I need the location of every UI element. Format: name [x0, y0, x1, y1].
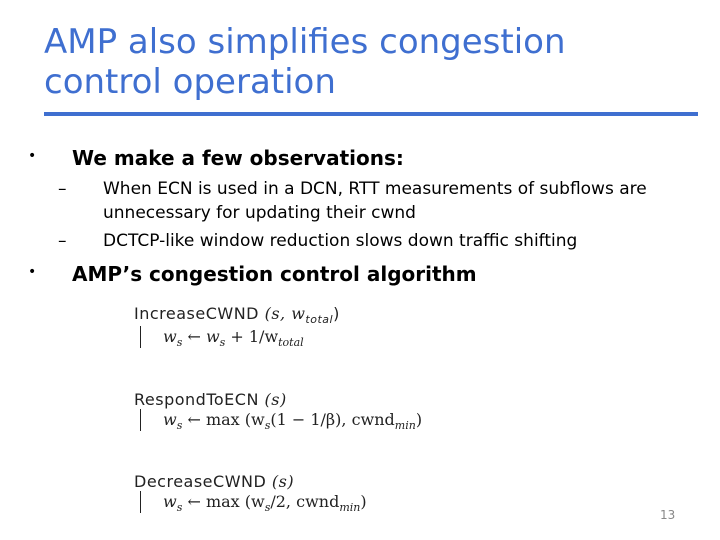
subscript: s	[176, 419, 183, 433]
algo-body	[140, 409, 422, 431]
subscript: min	[394, 419, 416, 433]
algo-header	[134, 390, 422, 409]
expr: /2, cwnd	[270, 492, 340, 511]
page-number: 13	[660, 508, 676, 522]
subscript: s	[264, 419, 271, 433]
subscript: total	[305, 313, 334, 327]
function-args: (s)	[264, 390, 287, 409]
bullet-text: AMP’s congestion control algorithm	[72, 262, 477, 286]
bullet-dot-icon: •	[28, 148, 37, 164]
expr: + 1/w	[225, 327, 279, 347]
subscript: min	[339, 501, 361, 515]
algo-decrease-cwnd	[134, 472, 367, 513]
function-name: IncreaseCWND	[134, 304, 259, 323]
var: w	[163, 410, 177, 429]
title-line-1: AMP also simplifies congestion	[44, 22, 566, 62]
sub-bullet-dash-icon: –	[58, 231, 67, 251]
subscript: total	[278, 336, 304, 350]
function-args-close: )	[333, 304, 340, 323]
subscript: s	[219, 336, 226, 350]
var: w	[205, 327, 220, 347]
sub-bullet-dash-icon: –	[58, 179, 67, 199]
sub-bullet-text: When ECN is used in a DCN, RTT measurements of subflows are unnecessary for updating their cwnd	[103, 179, 647, 223]
expr: (w	[244, 492, 265, 511]
expr: (1 − 1/β), cwnd	[270, 410, 395, 429]
subscript: s	[264, 501, 271, 515]
subscript: s	[176, 501, 183, 515]
function-name: DecreaseCWND	[134, 472, 267, 491]
subscript: s	[176, 336, 183, 350]
function-args: (s)	[271, 472, 295, 491]
assign-arrow: ← max	[182, 410, 245, 429]
slide-title	[44, 22, 684, 102]
algo-header	[134, 472, 367, 491]
var: w	[163, 327, 177, 347]
expr: (w	[244, 410, 265, 429]
sub-bullet-text: DCTCP-like window reduction slows down traffic shifting	[103, 231, 578, 251]
title-underline	[44, 112, 698, 116]
function-name: RespondToECN	[134, 390, 259, 409]
algo-body	[140, 326, 340, 348]
algo-body	[140, 491, 367, 513]
assign-arrow: ←	[182, 327, 206, 347]
var: w	[163, 492, 177, 511]
algo-respond-to-ecn	[134, 390, 422, 431]
bullet-text: We make a few observations:	[72, 146, 404, 170]
expr-close: )	[360, 492, 367, 511]
bullet-dot-icon: •	[28, 264, 37, 280]
title-line-2: control operation	[44, 62, 336, 102]
function-args: (s, w	[264, 304, 306, 323]
algo-increase-cwnd	[134, 304, 340, 348]
algo-header	[134, 304, 340, 326]
assign-arrow: ← max	[182, 492, 245, 511]
expr-close: )	[415, 410, 423, 429]
